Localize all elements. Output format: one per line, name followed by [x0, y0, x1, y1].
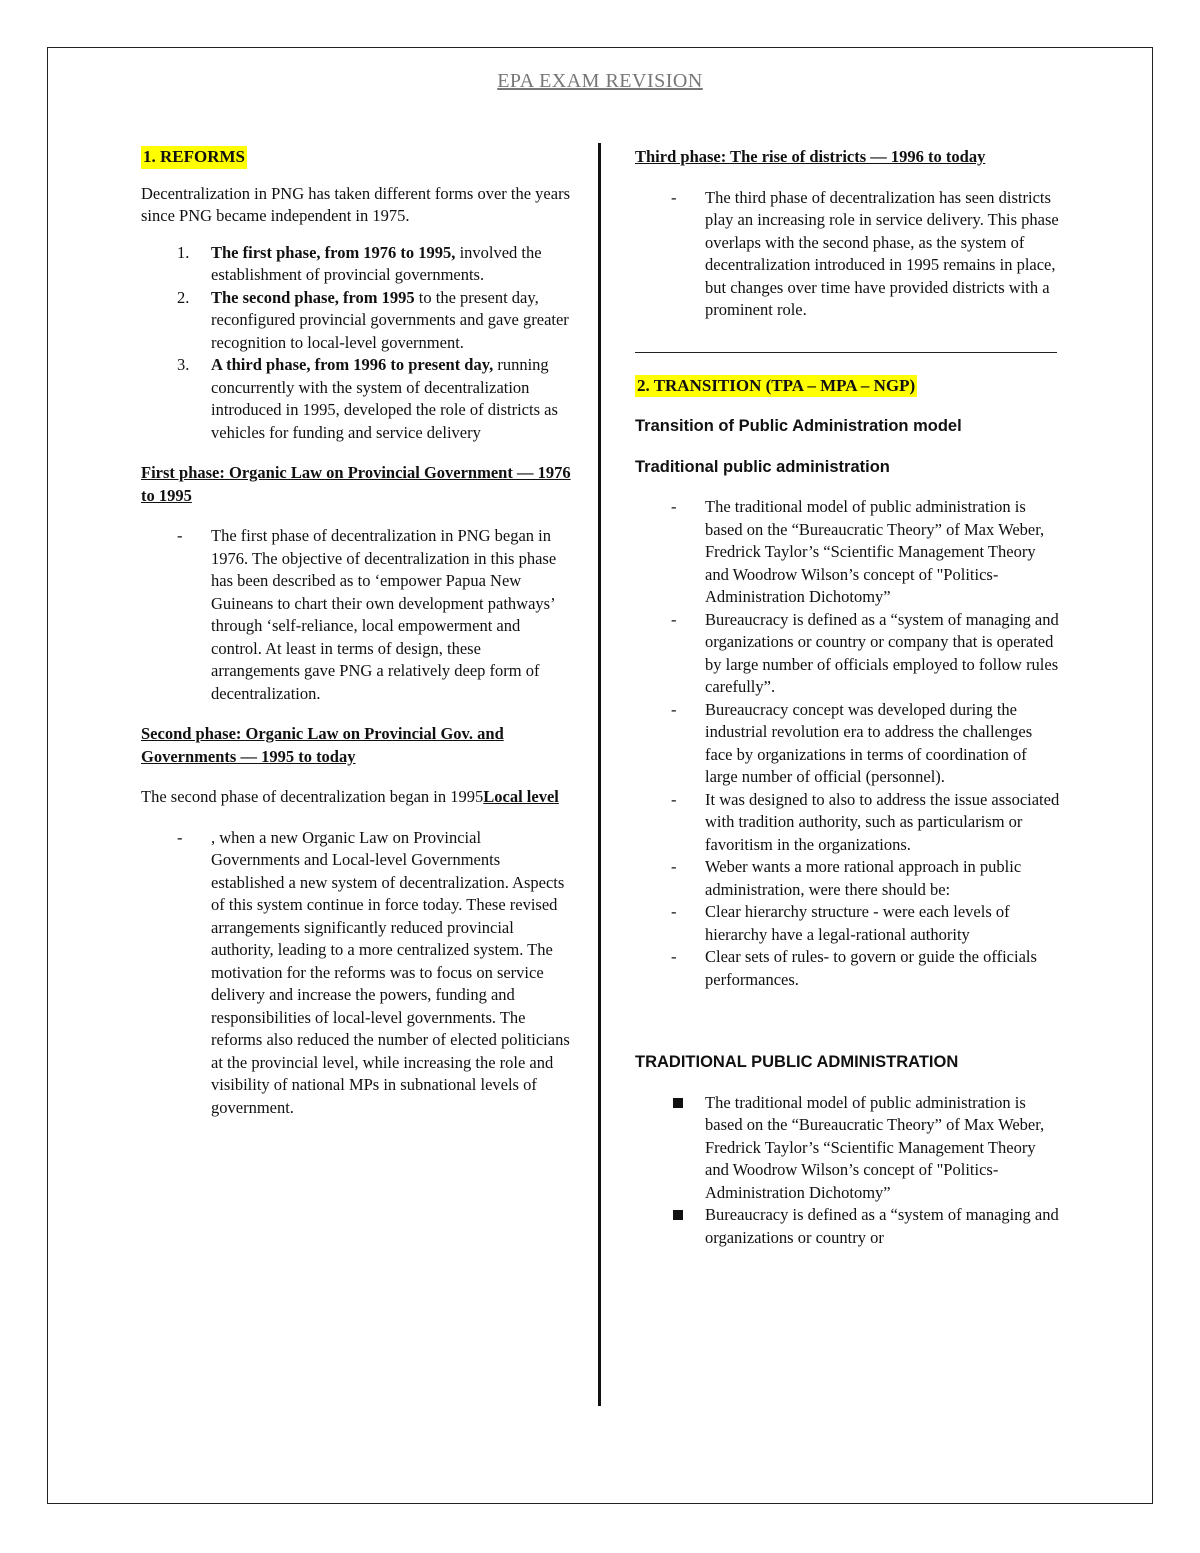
list-item — [635, 187, 1060, 322]
square-bullet-icon — [673, 1098, 683, 1108]
third-phase-text: The third phase of decentralization has seen districts play an increasing role in service delivery. This phase overlaps with the second phase, as the system of decentralization introduced in 1995 remains in place, but changes over time have provided districts with a prominent role. — [705, 187, 1059, 319]
list-item — [141, 354, 571, 444]
dash-marker: - — [671, 187, 677, 207]
third-phase-heading: Third phase: The rise of districts — 1996 to today — [635, 147, 986, 166]
tpa-heading: Traditional public administration — [635, 457, 890, 476]
dash-marker: - — [177, 827, 183, 847]
dash-marker: - — [177, 526, 183, 545]
horizontal-rule — [635, 352, 1057, 353]
tpa-bullet-text: Weber wants a more rational approach in public administration, were there should be: — [705, 857, 1022, 899]
dash-marker: - — [671, 947, 677, 966]
second-phase-intro-text: The second phase of decentralization began in 1995 — [141, 787, 484, 806]
tpa-bullet-text: Clear hierarchy structure - were each levels of hierarchy have a legal-rational authority — [705, 902, 1010, 944]
list-item — [635, 856, 1060, 901]
tpa-bullet-text: Clear sets of rules- to govern or guide the officials performances. — [705, 947, 1037, 989]
list-item — [141, 525, 571, 705]
list-item — [141, 287, 571, 355]
section-reforms-title: 1. REFORMS — [141, 146, 247, 169]
list-item — [141, 827, 571, 1120]
list-number: 1. — [177, 242, 190, 262]
square-bullet-icon — [673, 1210, 683, 1220]
list-item — [635, 1092, 1060, 1205]
dash-marker: - — [671, 497, 677, 516]
tpa-bullet-text: The traditional model of public administration is based on the “Bureaucratic Theory” of Max Weber, Fredrick Taylor’s “Scientific Management Theory and Woodrow Wilson’s concept of "Politics-Administration Dichotomy” — [705, 497, 1045, 606]
tpa-square-text: The traditional model of public administration is based on the “Bureaucratic Theory” of Max Weber, Fredrick Taylor’s “Scientific Management Theory and Woodrow Wilson’s concept of "Politics-Administration Dichotomy” — [705, 1092, 1045, 1202]
phase-text: running concurrently with the system of decentralization introduced in 1995, developed the role of districts as vehicles for funding and service delivery — [211, 355, 558, 442]
list-item — [635, 789, 1060, 857]
list-number: 3. — [177, 355, 190, 374]
phase-bold-text: The second phase, from 1995 — [211, 287, 415, 307]
first-phase-text: The first phase of decentralization in PNG began in 1976. The objective of decentralization in this phase has been described as to ‘empower Papua New Guineans to chart their own development pathways’ through ‘self-reliance, local empowerment and control. At least in terms of design, these arrangements gave PNG a relatively deep form of decentralization. — [211, 526, 557, 703]
list-item — [635, 609, 1060, 699]
left-column — [141, 144, 571, 1119]
first-phase-heading: First phase: Organic Law on Provincial Government — 1976 to 1995 — [141, 463, 571, 505]
dash-marker: - — [671, 609, 677, 629]
list-item — [635, 901, 1060, 946]
list-item — [635, 496, 1060, 609]
list-item — [141, 242, 571, 287]
section-transition-title: 2. TRANSITION (TPA – MPA – NGP) — [635, 375, 917, 398]
tpa-bullet-text: Bureaucracy is defined as a “system of managing and organizations or country or company that is operated by large number of officials employed to follow rules carefully”. — [705, 609, 1059, 696]
second-phase-list — [141, 827, 571, 1120]
phase-text: involved the establishment of provincial governments. — [211, 242, 542, 284]
right-column — [635, 144, 1060, 1249]
dash-marker: - — [671, 902, 677, 921]
dash-marker: - — [671, 699, 677, 719]
second-phase-intro — [141, 786, 571, 809]
reforms-intro: Decentralization in PNG has taken different forms over the years since PNG became independent in 1975. — [141, 183, 570, 225]
second-phase-text: , when a new Organic Law on Provincial Governments and Local-level Governments established a new system of decentralization. Aspects of this system continue in force today. These revised arrangements significantly reduced provincial authority, leading to a more centralized system. The motivation for the reforms was to focus on service delivery and increase the powers, funding and responsibilities of local-level governments. The reforms also reduced the number of elected politicians at the provincial level, while increasing the role and visibility of national MPs in subnational levels of government. — [211, 827, 570, 1117]
list-item — [635, 1204, 1060, 1249]
third-phase-list — [635, 187, 1060, 322]
phase-text: to the present day, reconfigured provincial governments and gave greater recognition to local-level government. — [211, 287, 569, 352]
tpa-square-list — [635, 1092, 1060, 1250]
phase-bold-text: A third phase, from 1996 to present day, — [211, 355, 494, 374]
first-phase-list — [141, 525, 571, 705]
phases-list — [141, 242, 571, 445]
transition-heading: Transition of Public Administration model — [635, 417, 962, 435]
list-item — [635, 946, 1060, 991]
local-level-link[interactable]: Local level — [483, 787, 559, 806]
second-phase-heading: Second phase: Organic Law on Provincial Gov. and Governments — 1995 to today — [141, 724, 504, 766]
tpa-caps-heading: TRADITIONAL PUBLIC ADMINISTRATION — [635, 1053, 959, 1071]
column-divider — [598, 143, 601, 1406]
list-item — [635, 699, 1060, 789]
tpa-square-text: Bureaucracy is defined as a “system of managing and organizations or country or — [705, 1205, 1059, 1247]
list-number: 2. — [177, 287, 190, 307]
phase-bold-text: The first phase, from 1976 to 1995, — [211, 242, 456, 262]
dash-marker: - — [671, 789, 677, 809]
tpa-bullet-text: It was designed to also to address the issue associated with tradition authority, such as particularism or favoritism in the organizations. — [705, 789, 1060, 854]
dash-marker: - — [671, 857, 677, 876]
tpa-bullet-text: Bureaucracy concept was developed during the industrial revolution era to address the challenges face by organizations in terms of coordination of large number of official (personnel). — [705, 699, 1033, 786]
document-title: EPA EXAM REVISION — [497, 70, 703, 92]
tpa-list — [635, 496, 1060, 991]
